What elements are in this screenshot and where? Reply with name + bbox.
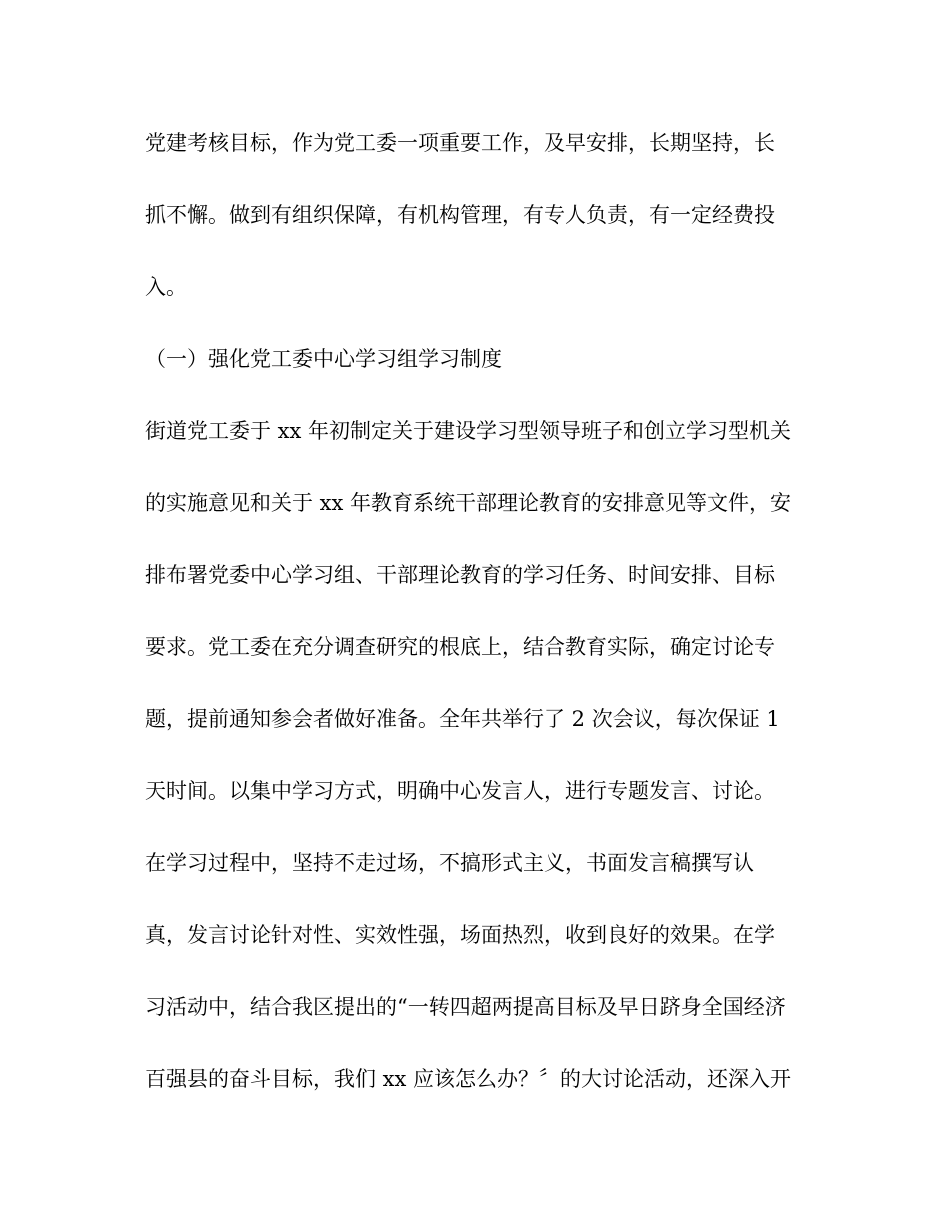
text-line: 题，提前通知参会者做好准备。全年共举行了 2 次会议，每次保证 1: [145, 707, 780, 731]
text-line: 真，发言讨论针对性、实效性强，场面热烈，收到良好的效果。在学: [145, 923, 775, 947]
text-line: 百强县的奋斗目标，我们 xx 应该怎么办？〞的大讨论活动，还深入开: [145, 1067, 792, 1091]
text-line: 天时间。以集中学习方式，明确中心发言人，进行专题发言、讨论。: [145, 779, 775, 803]
text-line: 排布署党委中心学习组、干部理论教育的学习任务、时间安排、目标: [145, 563, 775, 587]
text-line: 习活动中，结合我区提出的“一转四超两提高目标及早日跻身全国经济: [145, 995, 786, 1019]
text-line: 的实施意见和关于 xx 年教育系统干部理论教育的安排意见等文件，安: [145, 491, 792, 515]
text-line: 入。: [145, 275, 187, 299]
section-heading: （一）强化党工委中心学习组学习制度: [145, 347, 502, 371]
text-line: 在学习过程中，坚持不走过场，不搞形式主义，书面发言稿撰写认: [145, 851, 754, 875]
text-line: 党建考核目标，作为党工委一项重要工作，及早安排，长期坚持，长: [145, 131, 775, 155]
text-line: 街道党工委于 xx 年初制定关于建设学习型领导班子和创立学习型机关: [145, 419, 792, 443]
text-line: 要求。党工委在充分调查研究的根底上，结合教育实际，确定讨论专: [145, 635, 775, 659]
text-line: 抓不懈。做到有组织保障，有机构管理，有专人负责，有一定经费投: [145, 203, 775, 227]
